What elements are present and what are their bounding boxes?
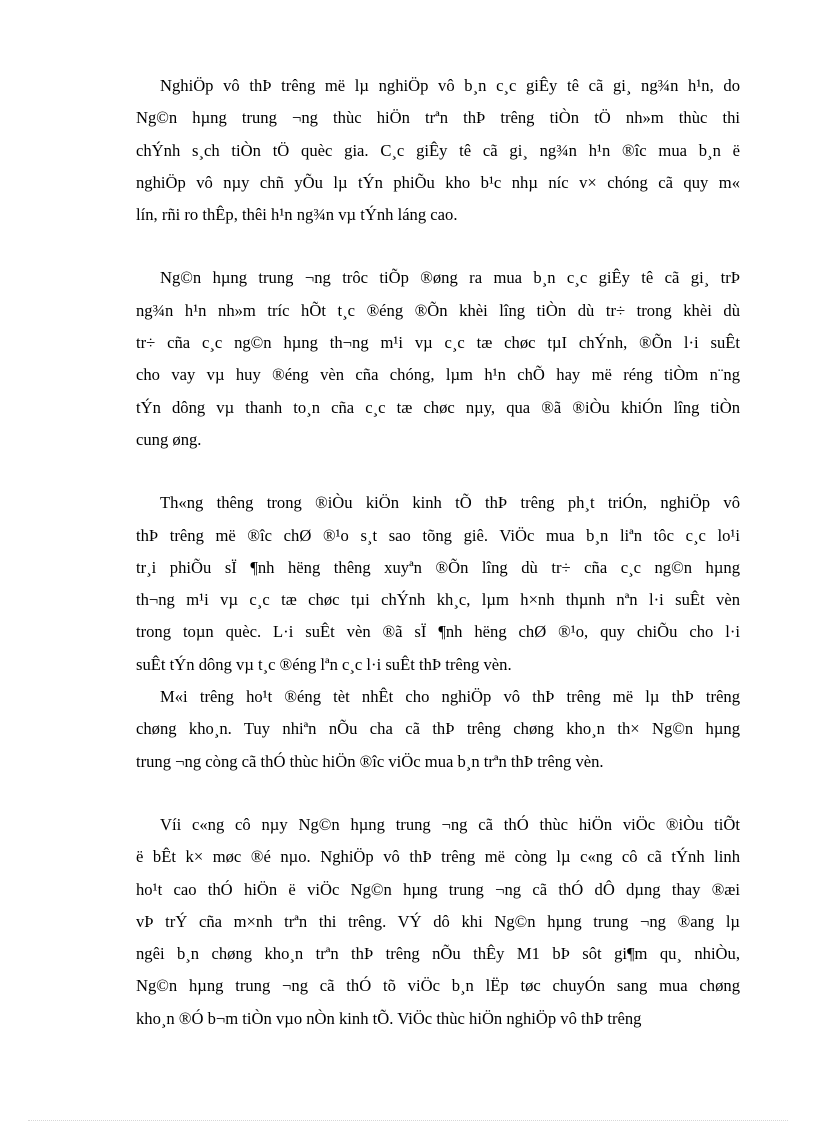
paragraph-spacer [136,456,740,487]
text-line: kho¸n ®Ó b¬m tiÒn vµo nÒn kinh tÕ. ViÖc thùc hiÖn nghiÖp vô thÞ trêng [136,1008,642,1028]
text-line: Víi c«ng cô nµy Ng©n hµng trung ¬ng cã thÓ thùc hiÖn viÖc ®iÒu tiÕt [160,814,740,834]
text-line: nghiÖp vô nµy chñ yÕu lµ tÝn phiÕu kho b¹c nhµ níc v× chóng cã quy m« [136,172,740,192]
text-line: ngêi b¸n chøng kho¸n trªn thÞ trêng nÕu thÊy M1 bÞ sôt gi¶m qu¸ nhiÒu, [136,944,740,964]
text-line: Th«ng thêng trong ®iÒu kiÖn kinh tÕ thÞ trêng ph¸t triÓn, nghiÖp vô [160,493,740,513]
text-line: Ng©n hµng trung ¬ng thùc hiÖn trªn thÞ trêng tiÒn tÖ nh»m thùc thi [136,108,740,128]
text-line: Ng©n hµng trung ¬ng cã thÓ tõ viÖc b¸n lËp tøc chuyÓn sang mua chøng [136,976,740,996]
paragraph-2 [136,262,740,456]
text-line: tr÷ cña c¸c ng©n hµng th¬ng m¹i vµ c¸c tæ chøc tµI chÝnh, ®Õn l·i suÊt [136,333,740,353]
text-line: tÝn dông vµ thanh to¸n cña c¸c tæ chøc nµy, qua ®ã ®iÒu khiÓn lîng tiÒn [136,397,740,417]
text-line: chøng kho¸n. Tuy nhiªn nÕu cha cã thÞ trêng chøng kho¸n th× Ng©n hµng [136,719,740,739]
text-line: trong toµn quèc. L·i suÊt vèn ®ã sÏ ¶nh hëng chØ ®¹o, quy chiÕu cho l·i [136,622,740,642]
text-line: ng¾n h¹n nh»m tríc hÕt t¸c ®éng ®Õn khèi lîng tiÒn dù tr÷ trong khèi dù [136,300,740,320]
text-line: trung ¬ng còng cã thÓ thùc hiÖn ®îc viÖc mua b¸n trªn thÞ trêng vèn. [136,751,604,771]
paragraph-4 [136,809,740,1035]
page-bottom-divider [28,1120,788,1121]
text-line: M«i trêng ho¹t ®éng tèt nhÊt cho nghiÖp vô thÞ trêng më lµ thÞ trêng [160,687,740,707]
text-line: ho¹t cao thÓ hiÖn ë viÖc Ng©n hµng trung ¬ng cã thÓ dÔ dµng thay ®æi [136,879,740,899]
text-line: th¬ng m¹i vµ c¸c tæ chøc tµi chÝnh kh¸c, lµm h×nh thµnh nªn l·i suÊt vèn [136,590,740,610]
text-line: lín, rñi ro thÊp, thêi h¹n ng¾n vµ tÝnh láng cao. [136,205,458,225]
text-line: cung øng. [136,429,202,449]
text-line: ë bÊt k× møc ®é nµo. NghiÖp vô thÞ trêng më còng lµ c«ng cô cã tÝnh linh [136,847,740,867]
paragraph-spacer [136,231,740,262]
paragraph-3 [136,487,740,778]
text-line: vÞ trÝ cña m×nh trªn thi trêng. VÝ dô khi Ng©n hµng trung ¬ng ®ang lµ [136,911,740,931]
paragraph-1 [136,70,740,231]
paragraph-spacer [136,778,740,809]
text-line: NghiÖp vô thÞ trêng më lµ nghiÖp vô b¸n c¸c giÊy tê cã gi¸ ng¾n h¹n, do [160,76,740,95]
text-line: tr¸i phiÕu sÏ ¶nh hëng thêng xuyªn ®Õn lîng dù tr÷ cña c¸c ng©n hµng [136,557,740,577]
text-line: suÊt tÝn dông vµ t¸c ®éng lªn c¸c l·i suÊt thÞ trêng vèn. [136,654,512,674]
document-body [136,70,740,1035]
text-line: thÞ trêng më ®îc chØ ®¹o s¸t sao tõng giê. ViÖc mua b¸n liªn tôc c¸c lo¹i [136,525,740,545]
text-line: Ng©n hµng trung ¬ng trôc tiÕp ®øng ra mua b¸n c¸c giÊy tê cã gi¸ trÞ [160,268,740,288]
text-line: cho vay vµ huy ®éng vèn cña chóng, lµm h¹n chÕ hay më réng tiÒm n¨ng [136,365,740,385]
text-line: chÝnh s¸ch tiÒn tÖ quèc gia. C¸c giÊy tê cã gi¸ ng¾n h¹n ®îc mua b¸n ë [136,140,740,160]
